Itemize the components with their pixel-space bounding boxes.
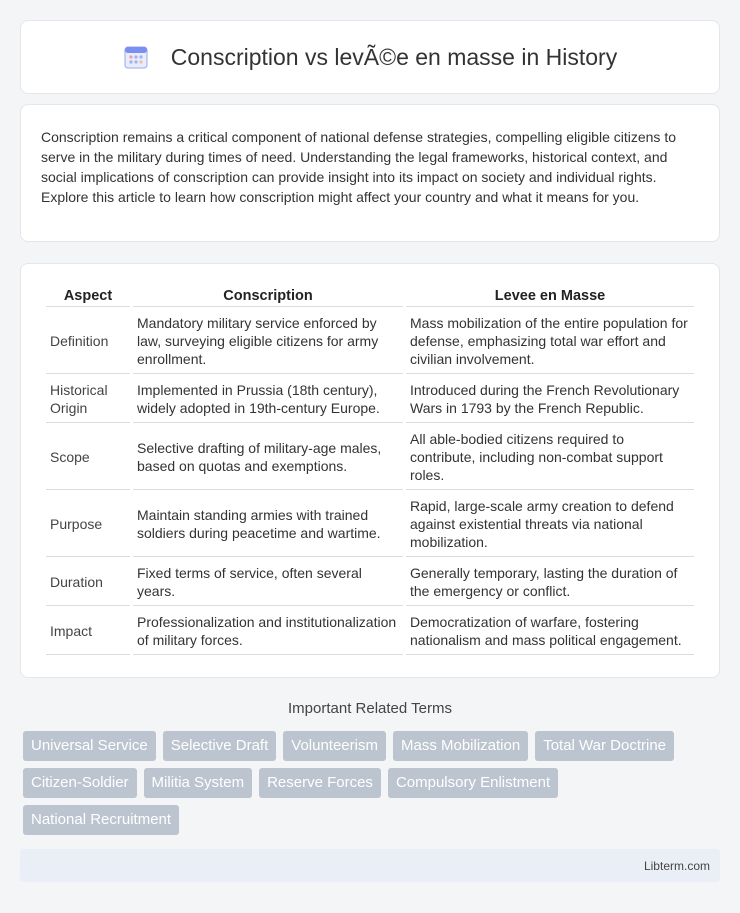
table-cell-levee: All able-bodied citizens required to contribute, including non-combat support roles. [406,423,694,490]
table-cell-levee: Rapid, large-scale army creation to defend against existential threats via national mobilization. [406,490,694,557]
intro-paragraph: Conscription remains a critical component of national defense strategies, compelling eligible citizens to serve in the military during times of need. Understanding the legal frameworks, historical context, and social implications of conscription can provide insight into its impact on society and individual rights. Explore this article to learn how conscription might affect your country and what it means for you. [41,129,676,205]
table-row [46,307,694,374]
footer-brand-link[interactable]: Libterm.com [643,858,710,873]
table-cell-aspect: Impact [46,606,130,655]
table-cell-levee: Mass mobilization of the entire population for defense, emphasizing total war effort and civilian involvement. [406,307,694,374]
related-term-tag[interactable]: Total War Doctrine [535,731,674,761]
related-term-tag[interactable]: Compulsory Enlistment [388,768,558,798]
related-terms-list [23,731,723,842]
comparison-table-card [20,263,720,678]
intro-card [20,104,720,242]
related-terms-title: Important Related Terms [288,700,452,717]
table-row [46,490,694,557]
related-term-tag[interactable]: Volunteerism [283,731,386,761]
header-conscription: Conscription [133,286,403,307]
related-term-tag[interactable]: National Recruitment [23,805,179,835]
title-card [20,20,720,94]
comparison-table [43,286,697,655]
table-cell-aspect: Purpose [46,490,130,557]
table-header-row [46,286,694,307]
table-cell-aspect: Definition [46,307,130,374]
related-term-tag[interactable]: Selective Draft [163,731,277,761]
header-aspect: Aspect [46,286,130,307]
table-cell-conscription: Implemented in Prussia (18th century), widely adopted in 19th-century Europe. [133,374,403,423]
related-term-tag[interactable]: Citizen-Soldier [23,768,137,798]
table-cell-aspect: Duration [46,557,130,606]
calendar-icon [123,44,149,70]
related-term-tag[interactable]: Reserve Forces [259,768,381,798]
related-term-tag[interactable]: Militia System [144,768,253,798]
table-row [46,423,694,490]
table-cell-conscription: Fixed terms of service, often several years. [133,557,403,606]
table-cell-aspect: Historical Origin [46,374,130,423]
table-cell-levee: Introduced during the French Revolutionary Wars in 1793 by the French Republic. [406,374,694,423]
footer [20,849,720,882]
table-cell-levee: Democratization of warfare, fostering nationalism and mass political engagement. [406,606,694,655]
table-cell-conscription: Selective drafting of military-age males, based on quotas and exemptions. [133,423,403,490]
related-term-tag[interactable]: Universal Service [23,731,156,761]
table-row [46,374,694,423]
table-cell-conscription: Professionalization and institutionalization of military forces. [133,606,403,655]
table-cell-conscription: Mandatory military service enforced by law, surveying eligible citizens for army enrollment. [133,307,403,374]
table-row [46,557,694,606]
related-term-tag[interactable]: Mass Mobilization [393,731,528,761]
table-cell-levee: Generally temporary, lasting the duration of the emergency or conflict. [406,557,694,606]
table-cell-aspect: Scope [46,423,130,490]
page-title: Conscription vs levÃ©e en masse in History [170,43,618,70]
table-row [46,606,694,655]
header-levee-en-masse: Levee en Masse [406,286,694,307]
table-cell-conscription: Maintain standing armies with trained soldiers during peacetime and wartime. [133,490,403,557]
